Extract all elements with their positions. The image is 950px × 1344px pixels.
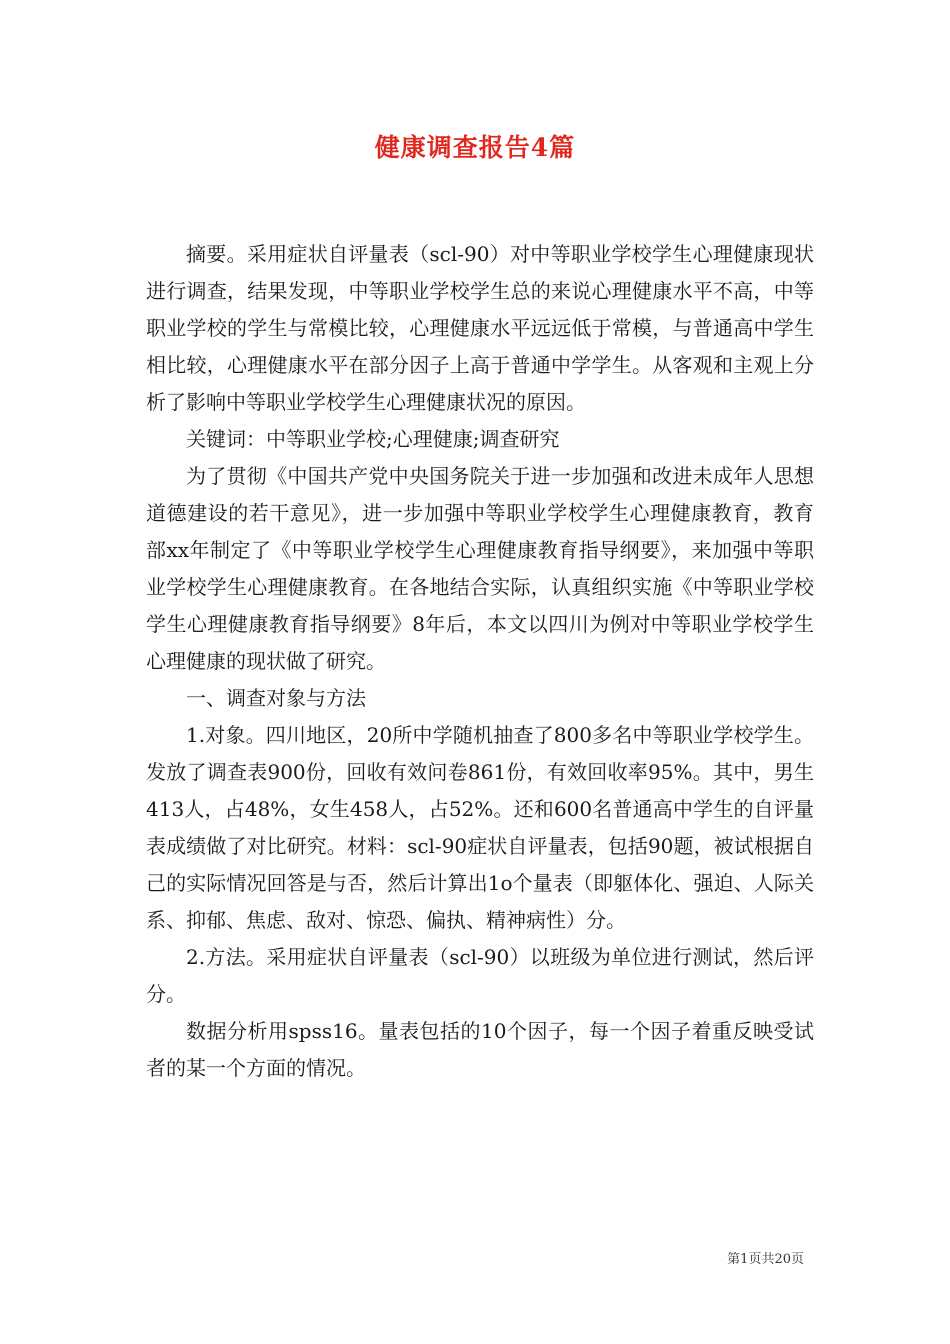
document-title: 健康调查报告4篇 <box>374 133 576 162</box>
document-body <box>146 236 814 1087</box>
intro-paragraph: 为了贯彻《中国共产党中央国务院关于进一步加强和改进未成年人思想道德建设的若干意见》，进一步加强中等职业学校学生心理健康教育，教育部xx年制定了《中等职业学校学生心理健康教育指导纲要》，来加强中等职业学校学生心理健康教育。在各地结合实际，认真组织实施《中等职业学校学生心理健康教育指导纲要》8年后，本文以四川为例对中等职业学校学生心理健康的现状做了研究。 <box>146 464 814 673</box>
method-paragraph: 2.方法。采用症状自评量表（scl-90）以班级为单位进行测试，然后评分。 <box>146 945 814 1006</box>
analysis-paragraph: 数据分析用spss16。量表包括的10个因子，每一个因子着重反映受试者的某一个方面的情况。 <box>146 1019 814 1080</box>
abstract-paragraph: 摘要。采用症状自评量表（scl-90）对中等职业学校学生心理健康现状进行调查，结果发现，中等职业学校学生总的来说心理健康水平不高，中等职业学校的学生与常模比较，心理健康水平远远低于常模，与普通高中学生相比较，心理健康水平在部分因子上高于普通中学学生。从客观和主观上分析了影响中等职业学校学生心理健康状况的原因。 <box>146 242 814 414</box>
section-heading: 一、调查对象与方法 <box>186 686 366 710</box>
subjects-paragraph: 1.对象。四川地区，20所中学随机抽查了800多名中等职业学校学生。发放了调查表900份，回收有效问卷861份，有效回收率95%。其中，男生413人，占48%，女生458人，占52%。还和600名普通高中学生的自评量表成绩做了对比研究。材料：scl-90症状自评量表，包括90题，被试根据自己的实际情况回答是与否，然后计算出1o个量表（即躯体化、强迫、人际关系、抑郁、焦虑、敌对、惊恐、偏执、精神病性）分。 <box>146 723 814 932</box>
page-number: 第1页共20页 <box>727 1252 804 1267</box>
keywords-paragraph: 关键词：中等职业学校;心理健康;调查研究 <box>186 427 560 451</box>
